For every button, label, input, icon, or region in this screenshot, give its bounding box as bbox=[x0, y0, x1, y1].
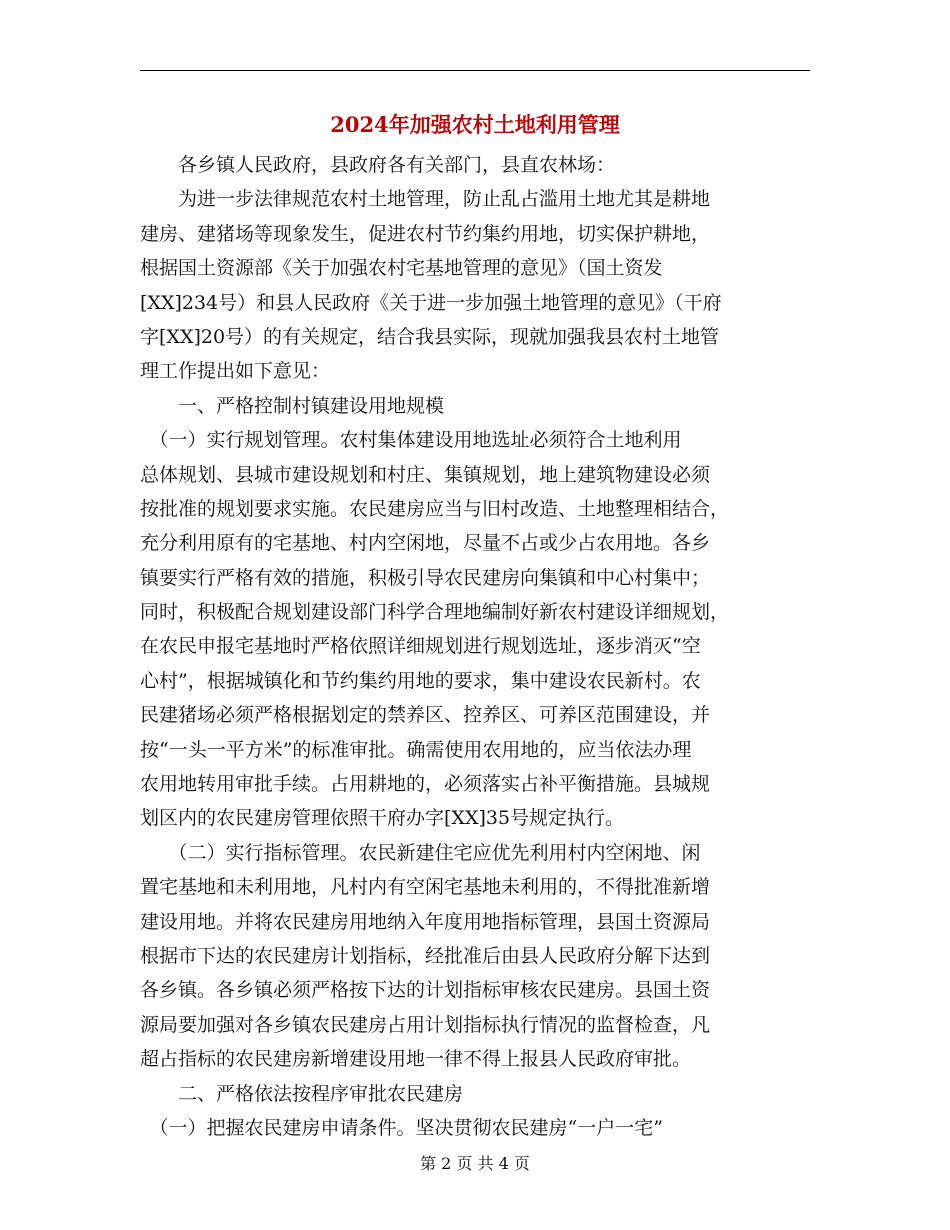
body-line: 民建猪场必须严格根据划定的禁养区、控养区、可养区范围建设，并 bbox=[140, 704, 711, 727]
body-line: 按“一头一平方米”的标准审批。确需使用农用地的，应当依法办理 bbox=[140, 738, 692, 761]
body-line: 心村”，根据城镇化和节约集约用地的要求，集中建设农民新村。农 bbox=[140, 669, 701, 692]
section-heading: 二、严格依法按程序审批农民建房 bbox=[140, 1082, 464, 1105]
section-heading: 一、严格控制村镇建设用地规模 bbox=[140, 394, 445, 417]
body-line: 为进一步法律规范农村土地管理，防止乱占滥用土地尤其是耕地 bbox=[140, 188, 711, 211]
header-rule bbox=[140, 70, 810, 71]
body-line: 置宅基地和未利用地，凡村内有空闲宅基地未利用的，不得批准新增 bbox=[140, 876, 711, 899]
body-line: 总体规划、县城市建设规划和村庄、集镇规划，地上建筑物建设必须 bbox=[140, 463, 711, 486]
body-line: 按批准的规划要求实施。农民建房应当与旧村改造、土地整理相结合， bbox=[140, 497, 730, 520]
body-line: 理工作提出如下意见： bbox=[140, 360, 331, 383]
body-line: 字[XX]20号）的有关规定，结合我县实际，现就加强我县农村土地管 bbox=[140, 325, 720, 348]
body-line: （一）把握农民建房申请条件。坚决贯彻农民建房“一户一宅” bbox=[140, 1116, 663, 1139]
body-line: 农用地转用审批手续。占用耕地的，必须落实占补平衡措施。县城规 bbox=[140, 773, 711, 796]
body-line: （一）实行规划管理。农村集体建设用地选址必须符合土地利用 bbox=[140, 429, 682, 452]
body-line: 源局要加强对各乡镇农民建房占用计划指标执行情况的监督检查，凡 bbox=[140, 1013, 711, 1036]
body-line: 在农民申报宅基地时严格依照详细规划进行规划选址，逐步消灭“空 bbox=[140, 635, 701, 658]
body-line: 划区内的农民建房管理依照干府办字[XX]35号规定执行。 bbox=[140, 807, 625, 830]
body-line: 各乡镇人民政府，县政府各有关部门，县直农林场： bbox=[140, 154, 616, 176]
body-line: 充分利用原有的宅基地、村内空闲地，尽量不占或少占农用地。各乡 bbox=[140, 532, 711, 555]
body-line: 建房、建猪场等现象发生，促进农村节约集约用地，切实保护耕地， bbox=[140, 222, 711, 245]
body-line: 建设用地。并将农民建房用地纳入年度用地指标管理，县国土资源局 bbox=[140, 910, 711, 933]
body-line: （二）实行指标管理。农民新建住宅应优先利用村内空闲地、闲 bbox=[140, 841, 701, 864]
document-title: 2024年加强农村土地利用管理 bbox=[330, 112, 620, 137]
body-line: 同时，积极配合规划建设部门科学合理地编制好新农村建设详细规划， bbox=[140, 601, 730, 624]
body-line: 镇要实行严格有效的措施，积极引导农民建房向集镇和中心村集中； bbox=[140, 566, 711, 589]
document-body bbox=[140, 148, 810, 1145]
body-line: 根据国土资源部《关于加强农村宅基地管理的意见》（国土资发 bbox=[140, 257, 663, 280]
body-line: 各乡镇。各乡镇必须严格按下达的计划指标审核农民建房。县国土资 bbox=[140, 979, 711, 1002]
body-line: 超占指标的农民建房新增建设用地一律不得上报县人民政府审批。 bbox=[140, 1048, 692, 1071]
body-line: 根据市下达的农民建房计划指标，经批准后由县人民政府分解下达到 bbox=[140, 944, 711, 967]
body-line: [XX]234号）和县人民政府《关于进一步加强土地管理的意见》（干府 bbox=[140, 291, 722, 314]
page-number-footer: 第 2 页 共 4 页 bbox=[420, 1154, 530, 1173]
